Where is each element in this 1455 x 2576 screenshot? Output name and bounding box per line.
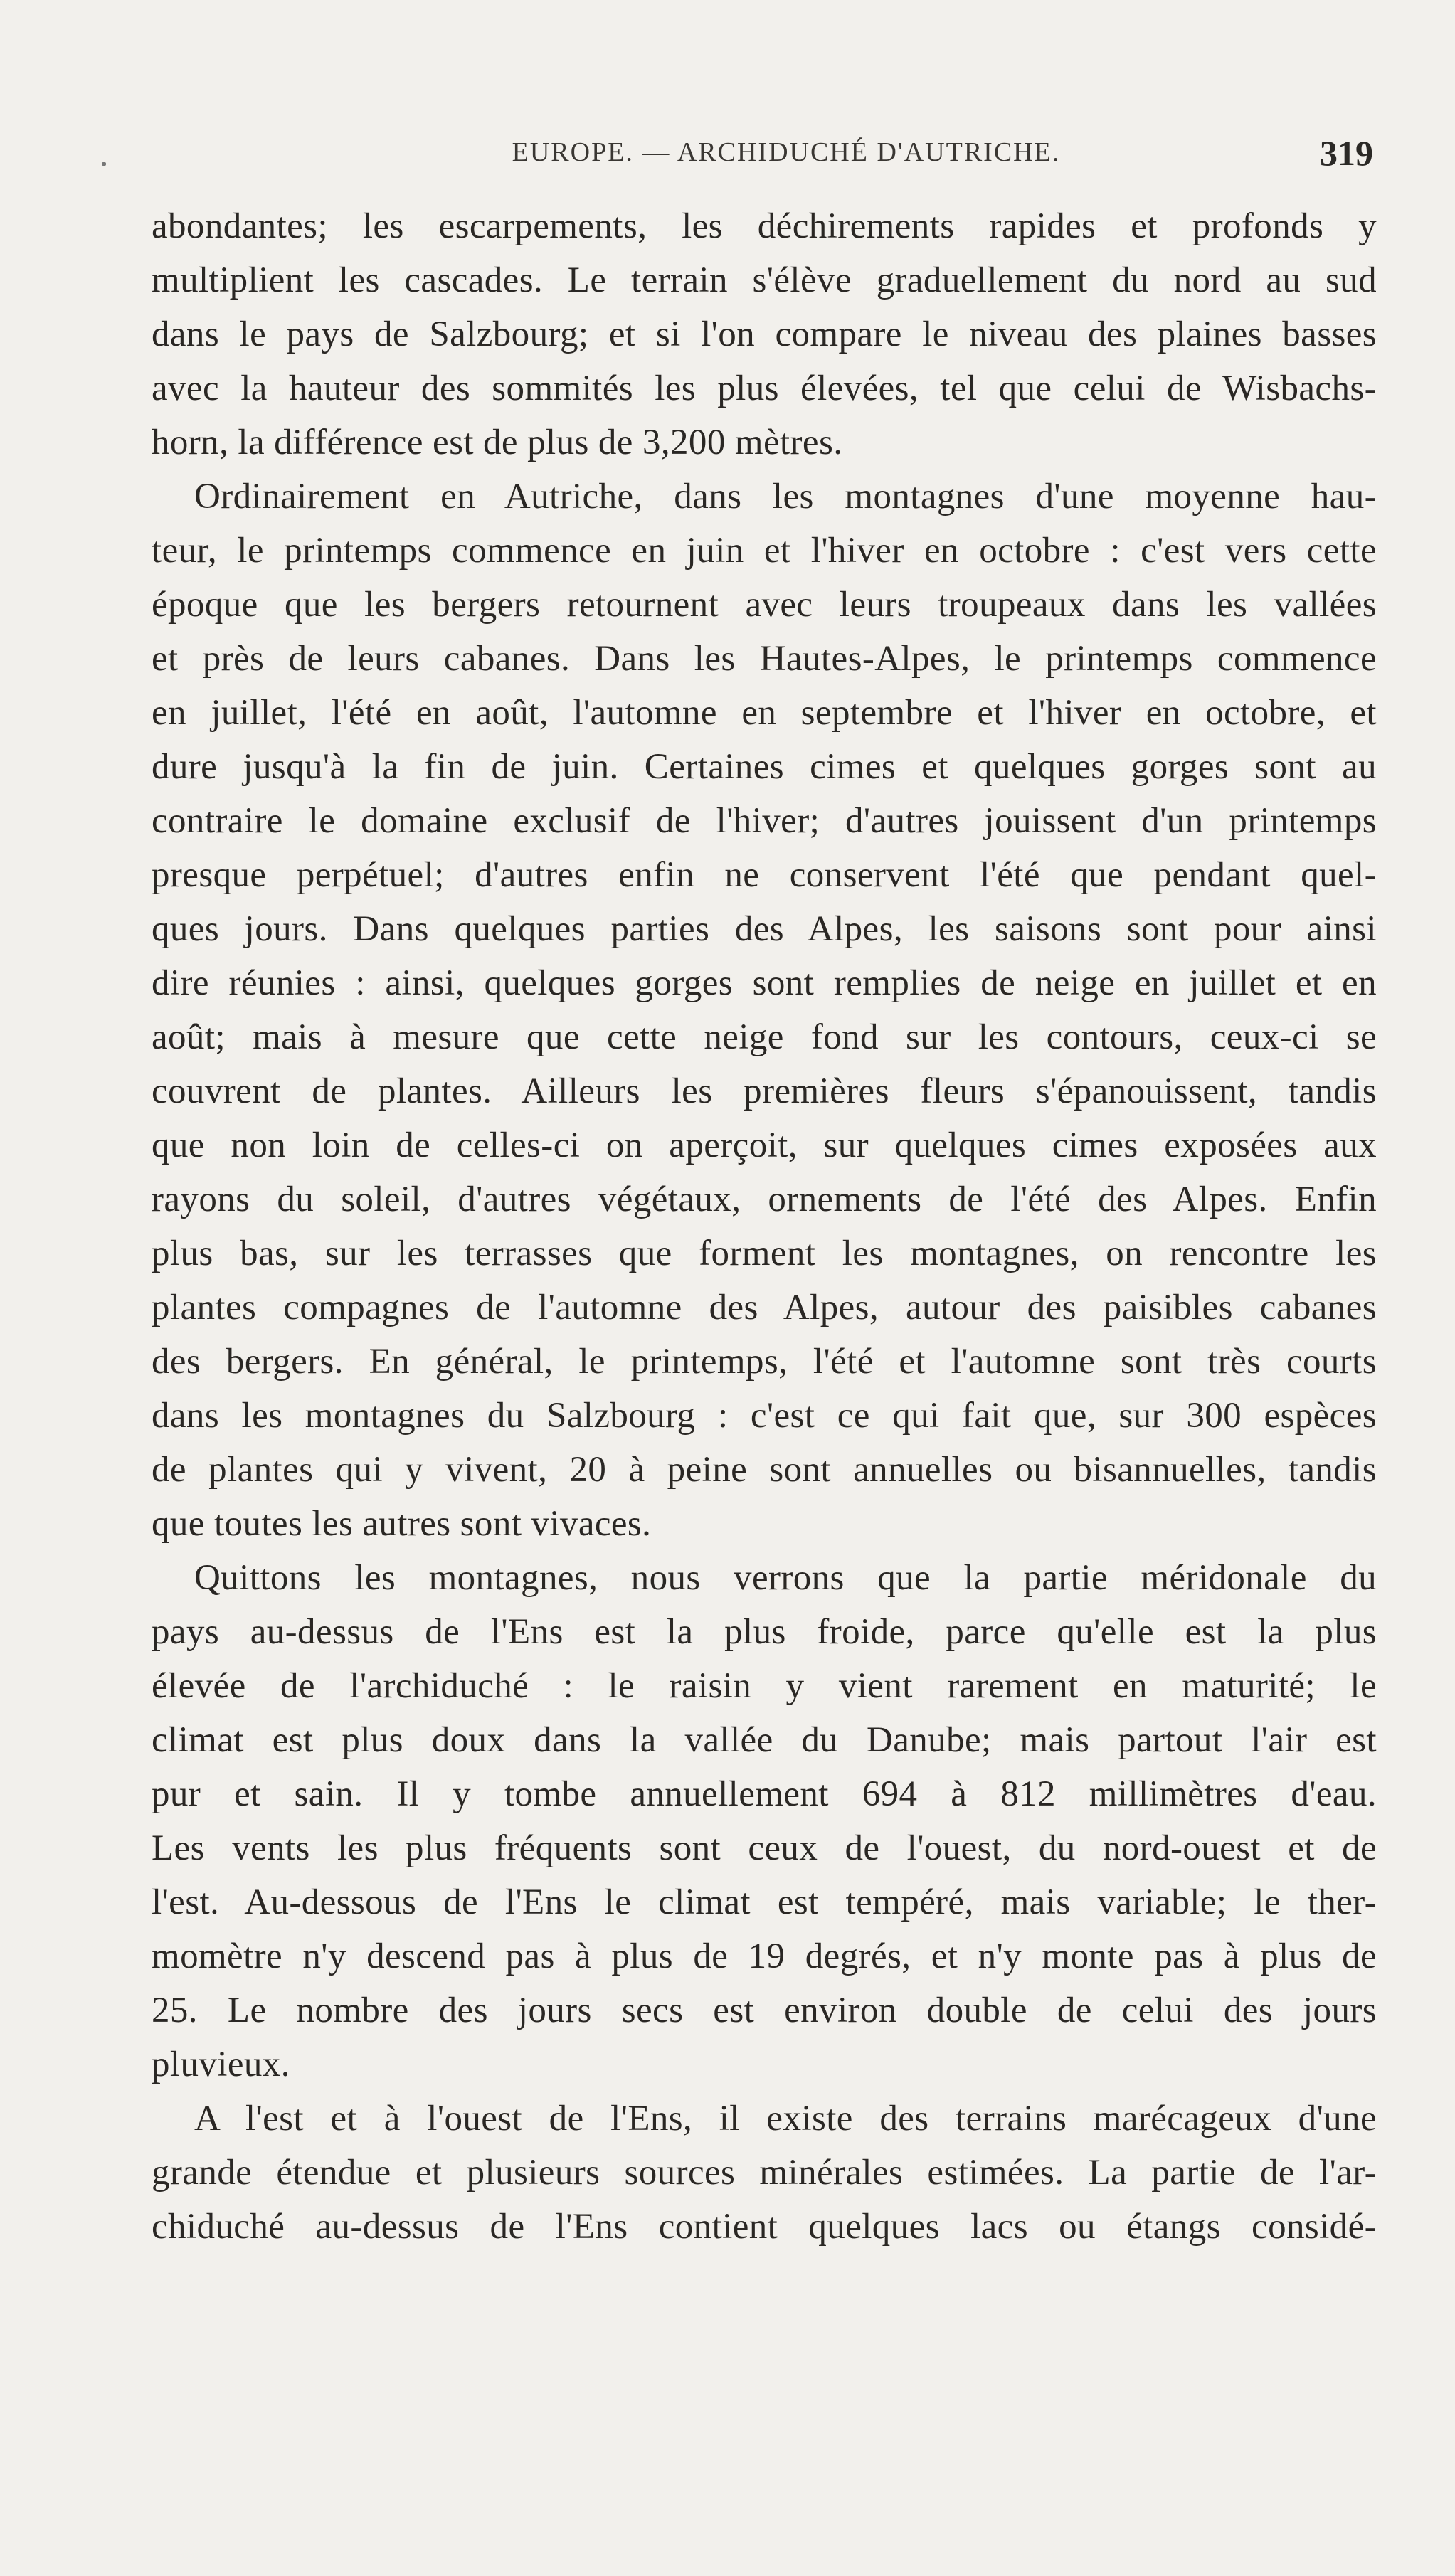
text-line: et près de leurs cabanes. Dans les Hautes-Alpes, le printemps commence <box>152 639 1377 679</box>
text-line: presque perpétuel; d'autres enfin ne conservent l'été que pendant quel- <box>152 855 1377 895</box>
text-line: pluvieux. <box>152 2045 290 2084</box>
text-line: l'est. Au-dessous de l'Ens le climat est tempéré, mais variable; le ther- <box>152 1882 1377 1922</box>
text-line: Les vents les plus fréquents sont ceux de l'ouest, du nord-ouest et de <box>152 1828 1377 1868</box>
text-line: avec la hauteur des sommités les plus élevées, tel que celui de Wisbachs- <box>152 369 1377 408</box>
text-line: pays au-dessus de l'Ens est la plus froide, parce qu'elle est la plus <box>152 1612 1377 1652</box>
text-line: pur et sain. Il y tombe annuellement 694 à 812 millimètres d'eau. <box>152 1774 1377 1814</box>
running-header <box>192 133 1380 186</box>
text-line: époque que les bergers retournent avec leurs troupeaux dans les vallées <box>152 585 1377 625</box>
margin-mark <box>102 162 106 166</box>
text-line: couvrent de plantes. Ailleurs les premières fleurs s'épanouissent, tandis <box>152 1071 1377 1111</box>
running-title: EUROPE. — ARCHIDUCHÉ D'AUTRICHE. <box>512 137 1061 167</box>
text-line: momètre n'y descend pas à plus de 19 degrés, et n'y monte pas à plus de <box>152 1936 1377 1976</box>
text-line: dans le pays de Salzbourg; et si l'on compare le niveau des plaines basses <box>152 314 1377 354</box>
text-line: des bergers. En général, le printemps, l'été et l'automne sont très courts <box>152 1342 1377 1382</box>
text-line: dure jusqu'à la fin de juin. Certaines cimes et quelques gorges sont au <box>152 747 1377 787</box>
text-line: août; mais à mesure que cette neige fond sur les contours, ceux-ci se <box>152 1017 1377 1057</box>
text-line: ques jours. Dans quelques parties des Alpes, les saisons sont pour ainsi <box>152 909 1377 949</box>
text-line: de plantes qui y vivent, 20 à peine sont annuelles ou bisannuelles, tandis <box>152 1450 1377 1490</box>
text-line: multiplient les cascades. Le terrain s'élève graduellement du nord au sud <box>152 260 1377 300</box>
body-text <box>152 199 1377 2254</box>
text-line: climat est plus doux dans la vallée du Danube; mais partout l'air est <box>152 1720 1377 1760</box>
text-line: horn, la différence est de plus de 3,200 mètres. <box>152 423 843 462</box>
paragraph-start-line: Ordinairement en Autriche, dans les montagnes d'une moyenne hau- <box>194 477 1377 516</box>
text-line: contraire le domaine exclusif de l'hiver; d'autres jouissent d'un printemps <box>152 801 1377 841</box>
text-line: abondantes; les escarpements, les déchirements rapides et profonds y <box>152 206 1377 246</box>
text-line: dans les montagnes du Salzbourg : c'est ce qui fait que, sur 300 espèces <box>152 1396 1377 1436</box>
text-line: dire réunies : ainsi, quelques gorges sont remplies de neige en juillet et en <box>152 963 1377 1003</box>
text-line: plus bas, sur les terrasses que forment les montagnes, on rencontre les <box>152 1234 1377 1273</box>
text-line: rayons du soleil, d'autres végétaux, ornements de l'été des Alpes. Enfin <box>152 1180 1377 1219</box>
text-line: en juillet, l'été en août, l'automne en septembre et l'hiver en octobre, et <box>152 693 1377 733</box>
text-line: chiduché au-dessus de l'Ens contient quelques lacs ou étangs considé- <box>152 2207 1377 2247</box>
paragraph-start-line: A l'est et à l'ouest de l'Ens, il existe des terrains marécageux d'une <box>194 2099 1377 2138</box>
text-line: que toutes les autres sont vivaces. <box>152 1504 652 1544</box>
text-line: teur, le printemps commence en juin et l'hiver en octobre : c'est vers cette <box>152 531 1377 571</box>
text-line: grande étendue et plusieurs sources minérales estimées. La partie de l'ar- <box>152 2153 1377 2193</box>
text-line: 25. Le nombre des jours secs est environ double de celui des jours <box>152 1991 1377 2030</box>
text-line: que non loin de celles-ci on aperçoit, sur quelques cimes exposées aux <box>152 1125 1377 1165</box>
page-number: 319 <box>1320 133 1373 173</box>
text-line: élevée de l'archiduché : le raisin y vient rarement en maturité; le <box>152 1666 1377 1706</box>
text-line: plantes compagnes de l'automne des Alpes, autour des paisibles cabanes <box>152 1288 1377 1327</box>
paragraph-start-line: Quittons les montagnes, nous verrons que la partie méridonale du <box>194 1558 1377 1598</box>
